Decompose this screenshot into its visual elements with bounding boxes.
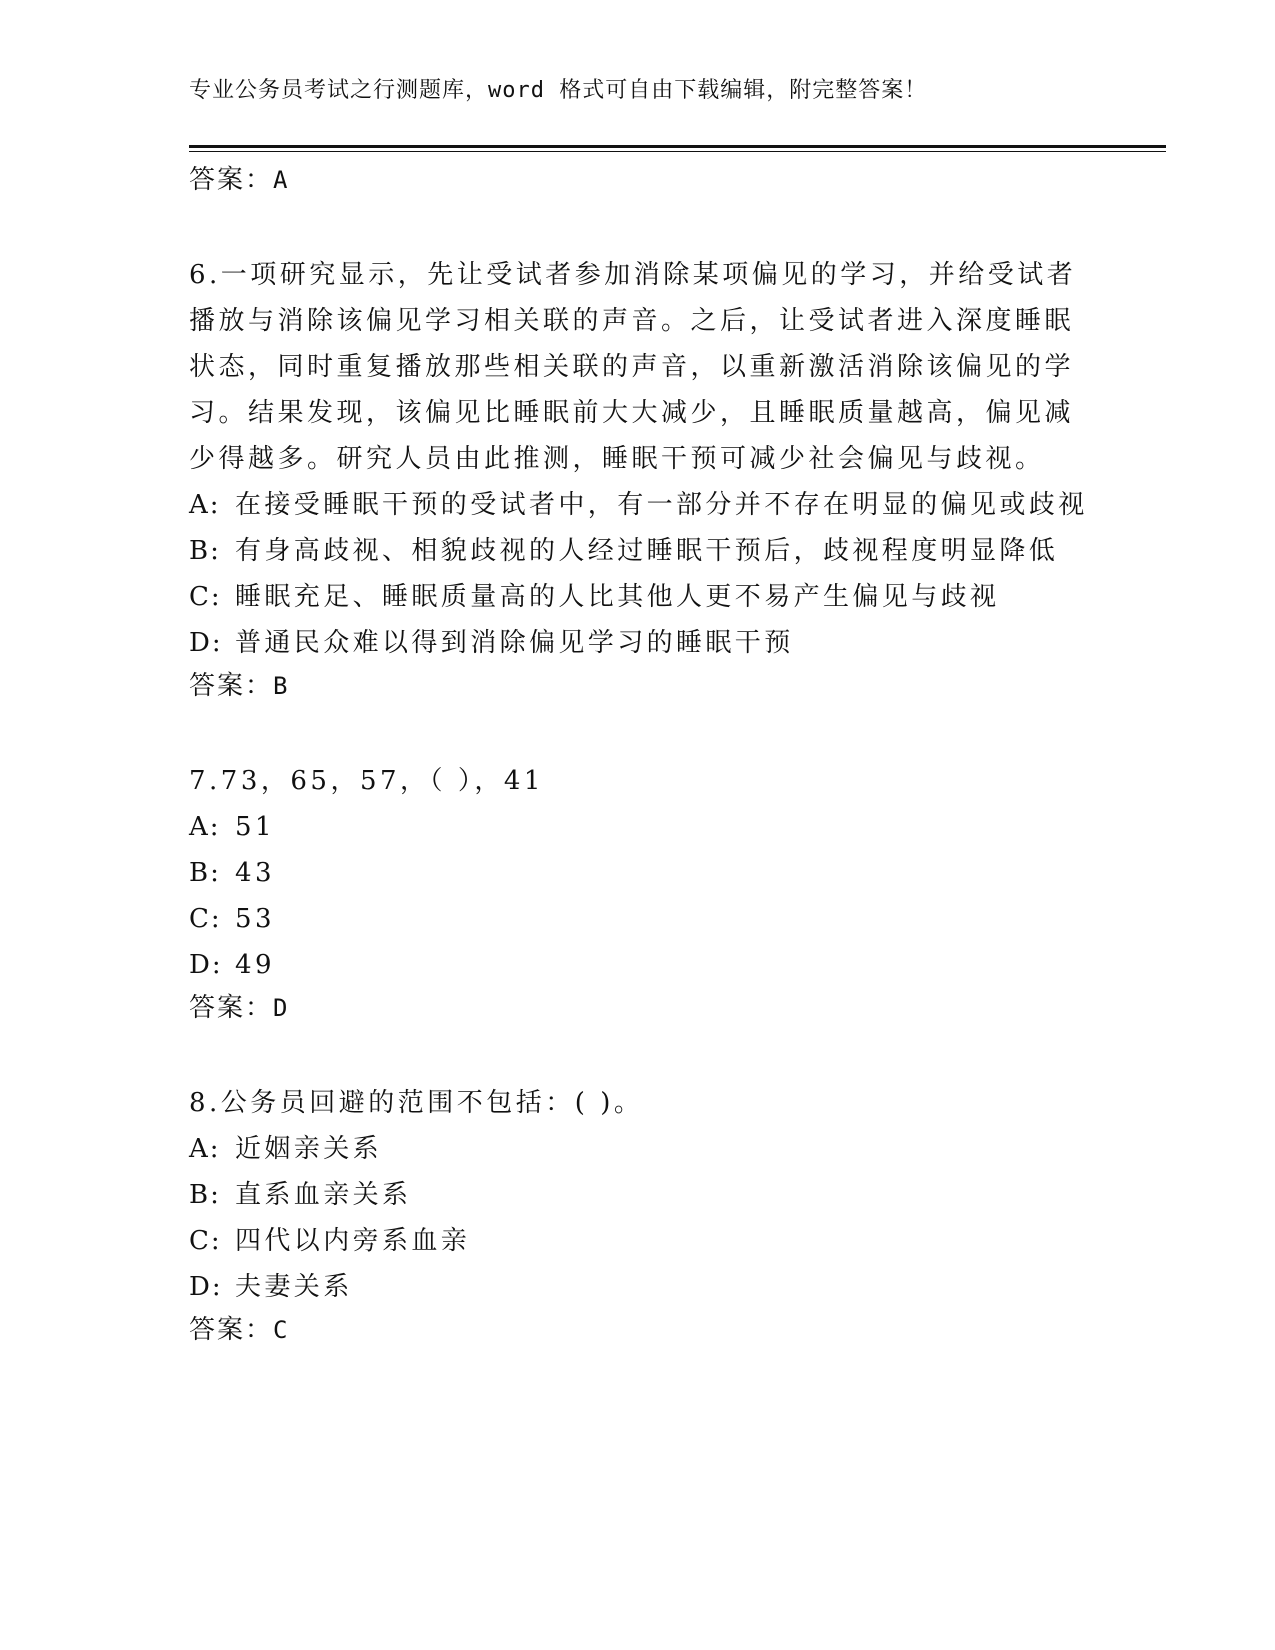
- option-text: 有身高歧视、相貌歧视的人经过睡眠干预后，歧视程度明显降低: [235, 536, 1059, 566]
- option-letter: B:: [189, 858, 221, 888]
- option-letter: C:: [189, 904, 222, 934]
- answer-label: 答案：: [189, 1315, 274, 1345]
- question-8: [189, 1080, 1169, 1350]
- question-stem-line: 7.73，65，57，（ ），41: [189, 766, 544, 796]
- option-letter: A:: [189, 490, 221, 520]
- question-answer: [189, 988, 1169, 1028]
- option-text: 在接受睡眠干预的受试者中，有一部分并不存在明显的偏见或歧视: [235, 490, 1088, 520]
- option-letter: A:: [189, 812, 221, 842]
- previous-answer: [189, 160, 1169, 200]
- answer-value: A: [273, 166, 288, 194]
- question-answer: [189, 666, 1169, 706]
- option-letter: D:: [189, 950, 223, 980]
- question-stem-line: 状态，同时重复播放那些相关联的声音，以重新激活消除该偏见的学: [189, 352, 1075, 382]
- option-letter: B:: [189, 1180, 221, 1210]
- option-letter: D:: [189, 1272, 223, 1302]
- option-letter: B:: [189, 536, 221, 566]
- answer-value: C: [273, 1316, 288, 1344]
- option-text: 43: [235, 858, 275, 888]
- question-answer: [189, 1310, 1169, 1350]
- option-c: [189, 1218, 1169, 1264]
- option-c: [189, 574, 1169, 620]
- option-a: [189, 482, 1169, 528]
- answer-value: B: [273, 672, 288, 700]
- option-text: 近姻亲关系: [235, 1134, 383, 1164]
- option-text: 51: [235, 812, 275, 842]
- option-text: 普通民众难以得到消除偏见学习的睡眠干预: [235, 628, 794, 658]
- option-b: [189, 1172, 1169, 1218]
- option-letter: A:: [189, 1134, 221, 1164]
- option-text: 直系血亲关系: [235, 1180, 412, 1210]
- option-d: [189, 942, 1169, 988]
- question-6: [189, 252, 1169, 706]
- answer-label: 答案：: [189, 165, 274, 195]
- option-b: [189, 850, 1169, 896]
- option-text: 49: [235, 950, 275, 980]
- option-text: 53: [235, 904, 275, 934]
- question-stem-line: 习。结果发现，该偏见比睡眠前大大减少，且睡眠质量越高，偏见减: [189, 398, 1075, 428]
- option-b: [189, 528, 1169, 574]
- question-stem-line: 8.公务员回避的范围不包括：( )。: [189, 1088, 644, 1118]
- header-rule-thick: [189, 145, 1166, 148]
- page-header-text: 专业公务员考试之行测题库，word 格式可自由下载编辑，附完整答案！: [189, 78, 928, 103]
- header-rule-thin: [189, 151, 1166, 152]
- document-body: [189, 160, 1169, 1350]
- option-a: [189, 1126, 1169, 1172]
- question-stem-line: 播放与消除该偏见学习相关联的声音。之后，让受试者进入深度睡眠: [189, 306, 1075, 336]
- option-text: 夫妻关系: [235, 1272, 353, 1302]
- option-text: 睡眠充足、睡眠质量高的人比其他人更不易产生偏见与歧视: [235, 582, 1000, 612]
- option-a: [189, 804, 1169, 850]
- option-letter: D:: [189, 628, 223, 658]
- answer-value: D: [273, 994, 288, 1022]
- option-letter: C:: [189, 1226, 222, 1256]
- option-d: [189, 1264, 1169, 1310]
- answer-label: 答案：: [189, 671, 274, 701]
- option-c: [189, 896, 1169, 942]
- option-text: 四代以内旁系血亲: [235, 1226, 471, 1256]
- question-7: [189, 758, 1169, 1028]
- question-stem-line: 6.一项研究显示，先让受试者参加消除某项偏见的学习，并给受试者: [189, 260, 1077, 290]
- answer-label: 答案：: [189, 993, 274, 1023]
- option-d: [189, 620, 1169, 666]
- question-stem-line: 少得越多。研究人员由此推测，睡眠干预可减少社会偏见与歧视。: [189, 444, 1045, 474]
- option-letter: C:: [189, 582, 222, 612]
